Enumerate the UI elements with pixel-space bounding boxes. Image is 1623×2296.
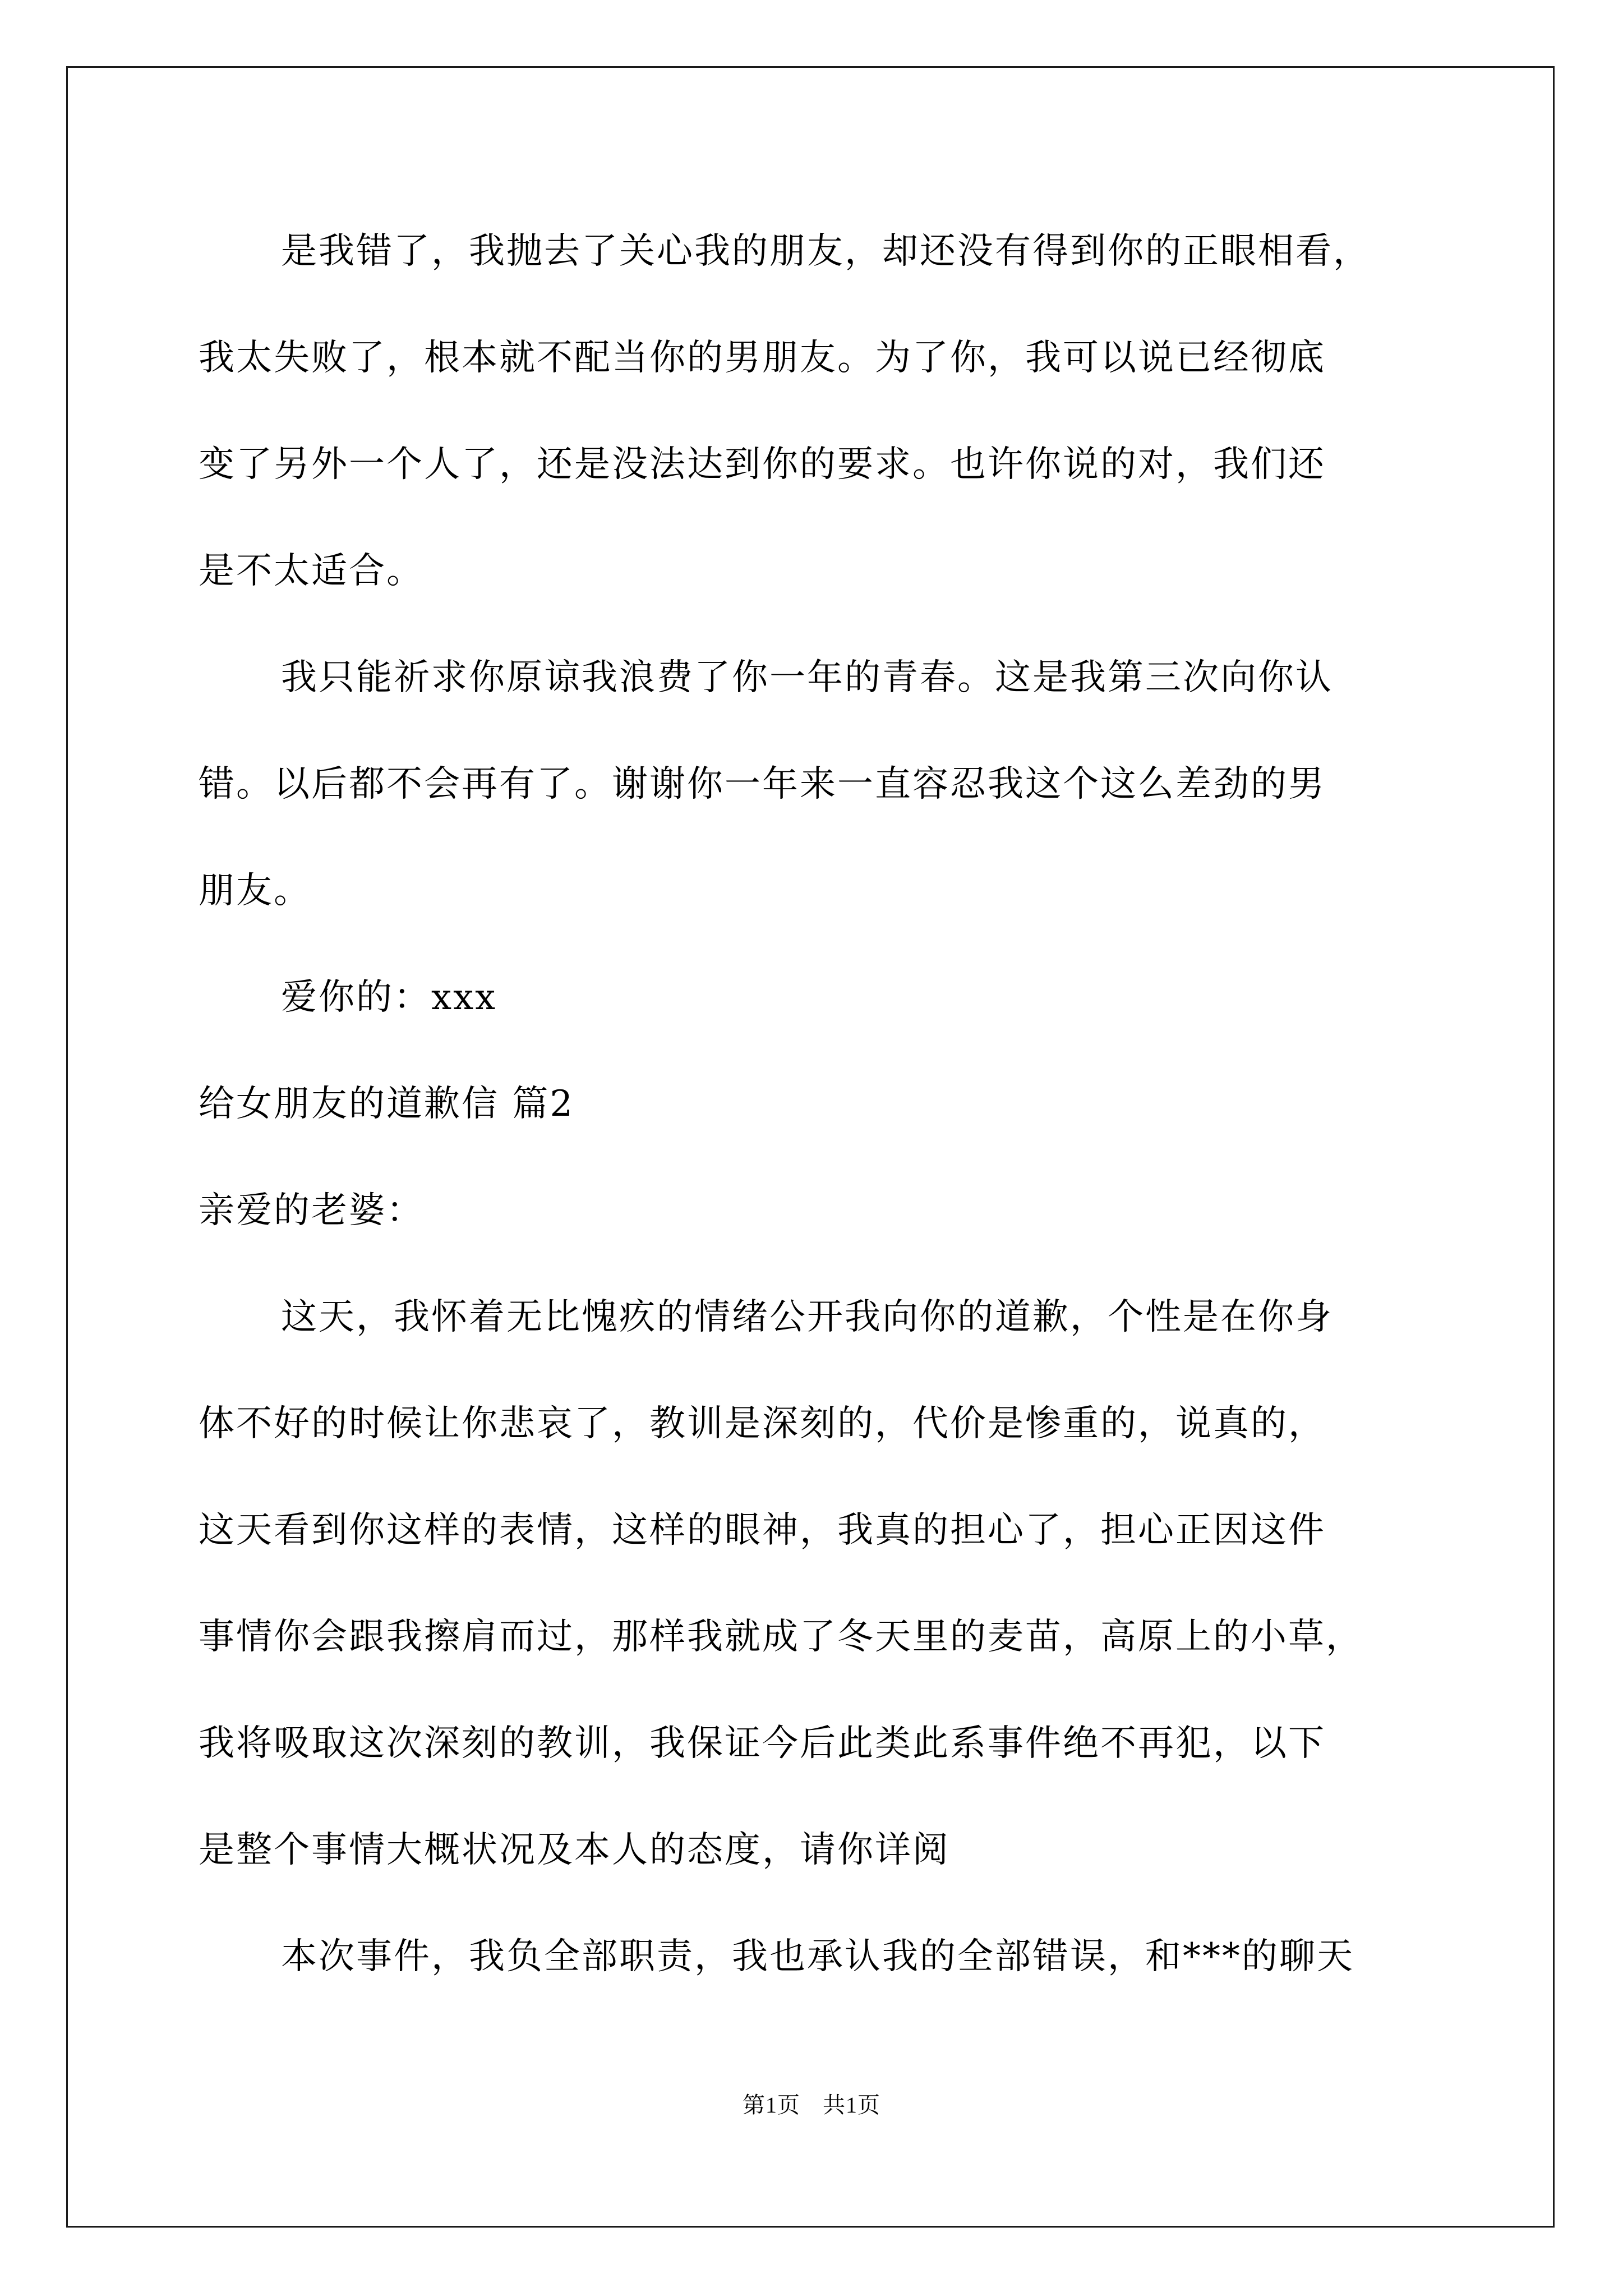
paragraph-3-line-3: 这天看到你这样的表情，这样的眼神，我真的担心了，担心正因这件: [199, 1510, 1326, 1551]
paragraph-1-line-1: 是我错了，我抛去了关心我的朋友，却还没有得到你的正眼相看，: [281, 231, 1371, 272]
paragraph-4-line-1: 本次事件，我负全部职责，我也承认我的全部错误，和***的聊天: [281, 1936, 1354, 1977]
page-border: [66, 66, 1555, 2228]
paragraph-3-line-6: 是整个事情大概状况及本人的态度，请你详阅: [199, 1829, 950, 1871]
section-heading: 给女朋友的道歉信 篇2: [199, 1083, 575, 1125]
paragraph-2-line-3: 朋友。: [199, 870, 311, 912]
paragraph-1-line-4: 是不太适合。: [199, 550, 424, 592]
page-number: 第1页: [743, 2092, 800, 2118]
paragraph-1-line-2: 我太失败了，根本就不配当你的男朋友。为了你，我可以说已经彻底: [199, 337, 1326, 379]
page-total: 共1页: [823, 2092, 880, 2118]
paragraph-3-line-2: 体不好的时候让你悲哀了，教训是深刻的，代价是惨重的，说真的，: [199, 1403, 1326, 1444]
signature: 爱你的：xxx: [281, 977, 497, 1018]
paragraph-3-line-4: 事情你会跟我擦肩而过，那样我就成了冬天里的麦苗，高原上的小草，: [199, 1616, 1363, 1658]
salutation: 亲爱的老婆：: [199, 1190, 424, 1231]
paragraph-1-line-3: 变了另外一个人了，还是没法达到你的要求。也许你说的对，我们还: [199, 444, 1326, 485]
paragraph-2-line-1: 我只能祈求你原谅我浪费了你一年的青春。这是我第三次向你认: [281, 657, 1333, 698]
page-footer: [0, 2091, 1623, 2119]
paragraph-3-line-5: 我将吸取这次深刻的教训，我保证今后此类此系事件绝不再犯，以下: [199, 1723, 1326, 1764]
paragraph-3-line-1: 这天，我怀着无比愧疚的情绪公开我向你的道歉，个性是在你身: [281, 1296, 1333, 1338]
paragraph-2-line-2: 错。以后都不会再有了。谢谢你一年来一直容忍我这个这么差劲的男: [199, 763, 1326, 805]
